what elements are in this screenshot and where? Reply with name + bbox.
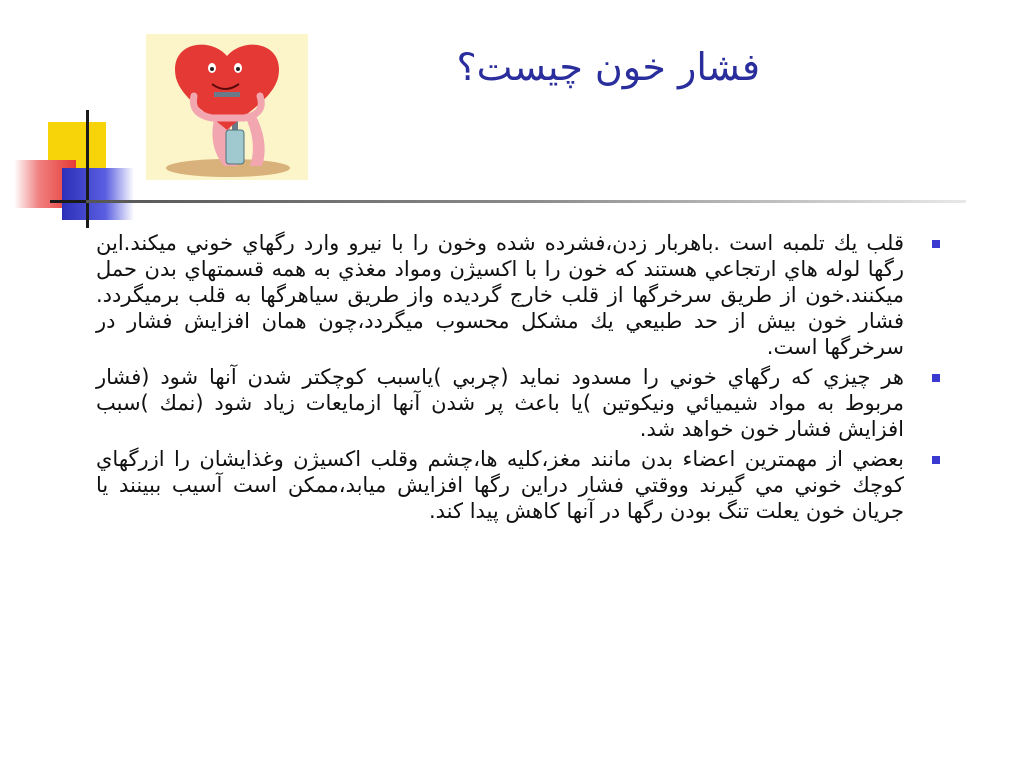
bullet-item: [96, 446, 948, 524]
heart-pump-icon: [146, 34, 308, 180]
slide-title: فشار خون چيست؟: [456, 45, 760, 89]
square-bullet-icon: [932, 374, 940, 382]
bullet-list: [96, 230, 948, 528]
bullet-text: قلب يك تلمبه است .باهربار زدن،فشرده شده وخون را با نيرو وارد رگهاي خوني ميكند.اين رگها لوله هاي ارتجاعي هستند كه خون را با اكسيژن ومواد مغذي به همه قسمتهاي بدن حمل ميكنند.خون از طريق سرخرگها از قلب خارج گرديده واز طريق سياهرگها به قلب برميگردد. فشار خون بيش از حد طبيعي يك مشكل محسوب ميگردد،چون همان افزايش فشار در سرخرگها است.: [96, 231, 904, 359]
square-bullet-icon: [932, 240, 940, 248]
bullet-item: [96, 230, 948, 360]
bullet-text: بعضي از مهمترين اعضاء بدن مانند مغز،كليه ها،چشم وقلب اكسيژن وغذايشان را ازرگهاي كوچك خوني مي گيرند ووقتي فشار دراين رگها افزايش ميابد،ممكن است آسيب ببينند يا جريان خون يعلت تنگ بودن رگها در آنها كاهش پيدا كند.: [96, 447, 904, 523]
decor-blue-square: [62, 168, 134, 220]
bullet-text: هر چيزي كه رگهاي خوني را مسدود نمايد (چربي )ياسبب كوچكتر شدن آنها شود (فشار مربوط به مواد شيميائي ونيكوتين )يا باعث پر شدن آنها ازمايعات زياد شود (نمك )سبب افزايش فشار خون خواهد شد.: [96, 365, 904, 441]
square-bullet-icon: [932, 456, 940, 464]
bullet-item: [96, 364, 948, 442]
decor-vertical-line: [86, 110, 89, 228]
title-divider-rule: [86, 200, 966, 203]
heart-pump-clipart: [146, 34, 308, 180]
